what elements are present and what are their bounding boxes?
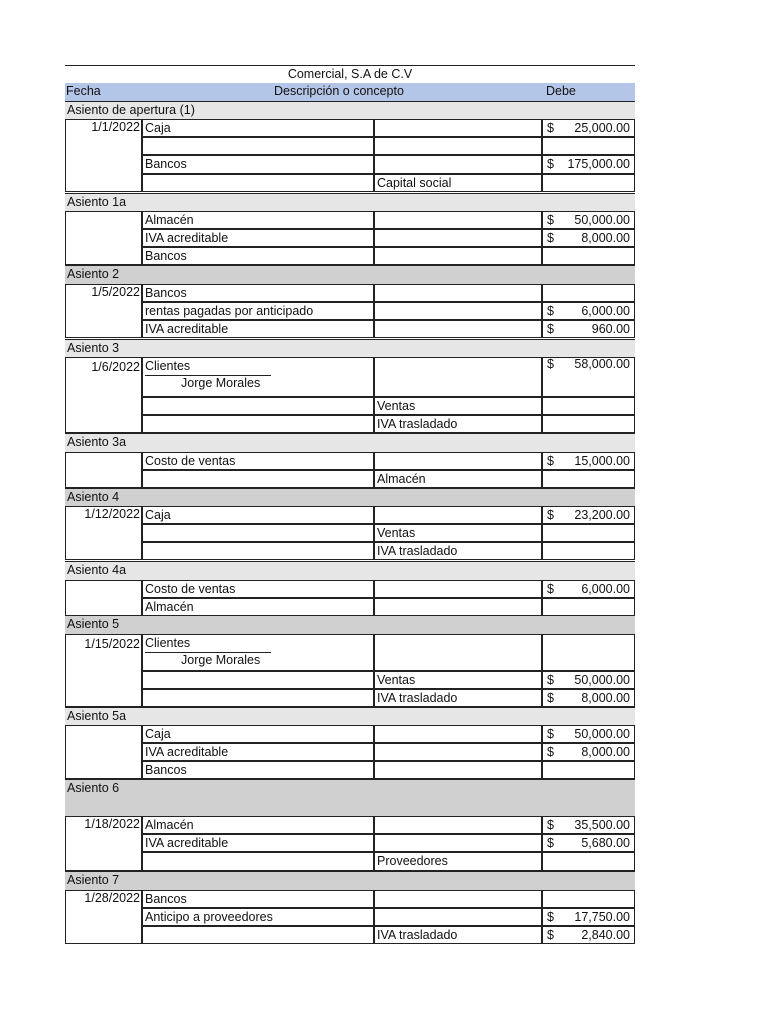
account-name: Costo de ventas (145, 454, 236, 468)
credit-account-cell[interactable] (374, 397, 542, 415)
credit-account-name: IVA trasladado (377, 417, 458, 431)
credit-account-name: Capital social (377, 176, 452, 190)
entry-title-text: Asiento 4 (67, 490, 120, 504)
amount-value: 2,840.00 (581, 928, 630, 942)
sub-account: Jorge Morales (181, 653, 261, 667)
account-name: Caja (145, 121, 171, 135)
account-cell[interactable] (142, 926, 374, 944)
debit-amount-cell[interactable] (542, 743, 635, 761)
account-name: Caja (145, 508, 171, 522)
credit-account-cell[interactable] (374, 524, 542, 542)
currency-symbol: $ (547, 304, 554, 318)
entry-title (65, 615, 635, 634)
credit-account-cell[interactable] (374, 174, 542, 192)
account-name: Anticipo a proveedores (145, 910, 273, 924)
credit-account-cell[interactable] (374, 320, 542, 338)
sub-account: Jorge Morales (181, 376, 261, 390)
entry-title-text: Asiento 3 (67, 341, 120, 355)
entry-title-text: Asiento 4a (67, 563, 127, 577)
account-cell[interactable] (142, 320, 374, 338)
debit-amount-cell[interactable] (542, 415, 635, 433)
account-name: Caja (145, 727, 171, 741)
account-cell[interactable] (142, 211, 374, 229)
date-column-block (65, 452, 142, 488)
amount-value: 6,000.00 (581, 304, 630, 318)
entry-date-text: 1/28/2022 (84, 891, 140, 905)
currency-symbol: $ (547, 231, 554, 245)
credit-account-cell[interactable] (374, 908, 542, 926)
account-name: IVA acreditable (145, 322, 229, 336)
credit-account-cell[interactable] (374, 598, 542, 616)
account-name: Bancos (145, 763, 187, 777)
debit-amount-cell[interactable] (542, 302, 635, 320)
account-cell[interactable] (142, 908, 374, 926)
entry-title-text: Asiento 5 (67, 617, 120, 631)
credit-account-cell[interactable] (374, 834, 542, 852)
debit-amount-cell[interactable] (542, 397, 635, 415)
entry-title (65, 779, 635, 816)
entry-title (65, 488, 635, 506)
entry-title (65, 339, 635, 357)
account-cell[interactable] (142, 470, 374, 488)
credit-account-cell[interactable] (374, 671, 542, 689)
debit-amount-cell[interactable] (542, 320, 635, 338)
debit-amount-cell[interactable] (542, 834, 635, 852)
credit-account-cell[interactable] (374, 634, 542, 671)
amount-value: 58,000.00 (574, 357, 630, 371)
credit-account-name: Ventas (377, 399, 416, 413)
entry-title (65, 101, 635, 119)
entry-date-text: 1/12/2022 (84, 507, 140, 521)
account-cell[interactable] (142, 357, 374, 397)
credit-account-cell[interactable] (374, 119, 542, 137)
debit-amount-cell[interactable] (542, 598, 635, 616)
entry-title-text: Asiento 3a (67, 435, 127, 449)
debit-amount-cell[interactable] (542, 634, 635, 671)
debit-amount-cell[interactable] (542, 452, 635, 470)
header-description: Descripción o concepto (274, 84, 404, 98)
entry-title (65, 193, 635, 211)
amount-value: 25,000.00 (574, 121, 630, 135)
credit-account-cell[interactable] (374, 137, 542, 155)
debit-amount-cell[interactable] (542, 890, 635, 908)
credit-account-cell[interactable] (374, 743, 542, 761)
currency-symbol: $ (547, 727, 554, 741)
currency-symbol: $ (547, 508, 554, 522)
credit-account-name: Proveedores (377, 854, 448, 868)
credit-account-cell[interactable] (374, 302, 542, 320)
credit-account-cell[interactable] (374, 852, 542, 871)
credit-account-cell[interactable] (374, 926, 542, 944)
credit-account-name: IVA trasladado (377, 928, 458, 942)
account-name: IVA acreditable (145, 745, 229, 759)
currency-symbol: $ (547, 121, 554, 135)
debit-amount-cell[interactable] (542, 542, 635, 560)
account-cell[interactable] (142, 761, 374, 779)
currency-symbol: $ (547, 213, 554, 227)
account-name: Bancos (145, 249, 187, 263)
amount-value: 8,000.00 (581, 691, 630, 705)
date-column-block (65, 211, 142, 265)
debit-amount-cell[interactable] (542, 155, 635, 174)
debit-amount-cell[interactable] (542, 524, 635, 542)
amount-value: 35,500.00 (574, 818, 630, 832)
currency-symbol: $ (547, 928, 554, 942)
entry-date-text: 1/6/2022 (91, 360, 140, 374)
entry-date-text: 1/15/2022 (84, 637, 140, 651)
account-cell[interactable] (142, 634, 374, 671)
currency-symbol: $ (547, 818, 554, 832)
currency-symbol: $ (547, 673, 554, 687)
credit-account-cell[interactable] (374, 211, 542, 229)
entry-title-text: Asiento 1a (67, 195, 127, 209)
entry-title-text: Asiento 7 (67, 873, 120, 887)
sub-account-underline (145, 652, 271, 653)
debit-amount-cell[interactable] (542, 211, 635, 229)
debit-amount-cell[interactable] (542, 357, 635, 397)
account-cell[interactable] (142, 506, 374, 524)
sub-account-underline (145, 375, 271, 376)
account-cell[interactable] (142, 284, 374, 302)
header-debit: Debe (546, 84, 576, 98)
account-cell[interactable] (142, 247, 374, 265)
credit-account-cell[interactable] (374, 452, 542, 470)
credit-account-cell[interactable] (374, 816, 542, 834)
credit-account-cell[interactable] (374, 890, 542, 908)
credit-account-cell[interactable] (374, 470, 542, 488)
debit-amount-cell[interactable] (542, 470, 635, 488)
amount-value: 15,000.00 (574, 454, 630, 468)
credit-account-cell[interactable] (374, 229, 542, 247)
header-row (65, 83, 635, 101)
account-cell[interactable] (142, 671, 374, 689)
account-name: Bancos (145, 286, 187, 300)
entry-title-text: Asiento 6 (67, 781, 120, 795)
amount-value: 5,680.00 (581, 836, 630, 850)
date-column-block (65, 725, 142, 779)
debit-amount-cell[interactable] (542, 119, 635, 137)
credit-account-cell[interactable] (374, 357, 542, 397)
account-cell[interactable] (142, 397, 374, 415)
account-cell[interactable] (142, 580, 374, 598)
amount-value: 175,000.00 (567, 157, 630, 171)
amount-value: 50,000.00 (574, 213, 630, 227)
account-name: rentas pagadas por anticipado (145, 304, 314, 318)
entry-date (65, 284, 142, 302)
debit-amount-cell[interactable] (542, 689, 635, 707)
entry-title-text: Asiento 2 (67, 267, 120, 281)
credit-account-cell[interactable] (374, 155, 542, 174)
currency-symbol: $ (547, 836, 554, 850)
debit-amount-cell[interactable] (542, 137, 635, 155)
currency-symbol: $ (547, 454, 554, 468)
credit-account-cell[interactable] (374, 247, 542, 265)
account-cell[interactable] (142, 155, 374, 174)
entry-title (65, 433, 635, 452)
debit-amount-cell[interactable] (542, 761, 635, 779)
credit-account-cell[interactable] (374, 689, 542, 707)
credit-account-name: IVA trasladado (377, 544, 458, 558)
amount-value: 8,000.00 (581, 745, 630, 759)
currency-symbol: $ (547, 691, 554, 705)
account-name: Clientes (145, 359, 191, 373)
currency-symbol: $ (547, 357, 554, 371)
header-date: Fecha (66, 84, 101, 98)
company-title: Comercial, S.A de C.V (65, 65, 635, 83)
debit-amount-cell[interactable] (542, 229, 635, 247)
entry-title (65, 561, 635, 580)
debit-amount-cell[interactable] (542, 852, 635, 871)
entry-date (65, 816, 142, 834)
entry-date-text: 1/1/2022 (91, 120, 140, 134)
account-cell[interactable] (142, 743, 374, 761)
account-name: Almacén (145, 818, 194, 832)
credit-account-name: Ventas (377, 673, 416, 687)
entry-title (65, 871, 635, 890)
entry-title (65, 265, 635, 284)
account-name: Costo de ventas (145, 582, 236, 596)
entry-title (65, 707, 635, 725)
account-cell[interactable] (142, 598, 374, 616)
credit-account-name: Almacén (377, 472, 426, 486)
entry-date (65, 506, 142, 524)
entry-date (65, 119, 142, 137)
account-cell[interactable] (142, 415, 374, 433)
debit-amount-cell[interactable] (542, 725, 635, 743)
debit-amount-cell[interactable] (542, 926, 635, 944)
credit-account-name: Ventas (377, 526, 416, 540)
account-cell[interactable] (142, 542, 374, 560)
account-name: Bancos (145, 892, 187, 906)
credit-account-cell[interactable] (374, 284, 542, 302)
entry-date (65, 890, 142, 908)
credit-account-cell[interactable] (374, 542, 542, 560)
credit-account-cell[interactable] (374, 506, 542, 524)
account-cell[interactable] (142, 689, 374, 707)
account-cell[interactable] (142, 852, 374, 871)
credit-account-cell[interactable] (374, 761, 542, 779)
debit-amount-cell[interactable] (542, 506, 635, 524)
currency-symbol: $ (547, 157, 554, 171)
debit-amount-cell[interactable] (542, 174, 635, 192)
account-name: IVA acreditable (145, 231, 229, 245)
account-name: Almacén (145, 213, 194, 227)
credit-account-cell[interactable] (374, 415, 542, 433)
amount-value: 50,000.00 (574, 673, 630, 687)
amount-value: 23,200.00 (574, 508, 630, 522)
account-cell[interactable] (142, 229, 374, 247)
amount-value: 6,000.00 (581, 582, 630, 596)
amount-value: 50,000.00 (574, 727, 630, 741)
account-cell[interactable] (142, 834, 374, 852)
currency-symbol: $ (547, 582, 554, 596)
credit-account-cell[interactable] (374, 725, 542, 743)
account-cell[interactable] (142, 302, 374, 320)
debit-amount-cell[interactable] (542, 284, 635, 302)
account-cell[interactable] (142, 174, 374, 192)
account-cell[interactable] (142, 816, 374, 834)
currency-symbol: $ (547, 322, 554, 336)
entry-date (65, 359, 142, 377)
entry-date-text: 1/18/2022 (84, 817, 140, 831)
credit-account-cell[interactable] (374, 580, 542, 598)
entry-date (65, 636, 142, 654)
account-cell[interactable] (142, 452, 374, 470)
account-name: Clientes (145, 636, 191, 650)
account-cell[interactable] (142, 119, 374, 137)
debit-amount-cell[interactable] (542, 908, 635, 926)
account-name: Bancos (145, 157, 187, 171)
debit-amount-cell[interactable] (542, 816, 635, 834)
entry-title-text: Asiento 5a (67, 709, 127, 723)
account-cell[interactable] (142, 890, 374, 908)
currency-symbol: $ (547, 745, 554, 759)
account-cell[interactable] (142, 137, 374, 155)
entry-date-text: 1/5/2022 (91, 285, 140, 299)
amount-value: 960.00 (591, 322, 630, 336)
account-name: Almacén (145, 600, 194, 614)
entry-title-text: Asiento de apertura (1) (67, 103, 195, 117)
debit-amount-cell[interactable] (542, 580, 635, 598)
account-cell[interactable] (142, 725, 374, 743)
debit-amount-cell[interactable] (542, 671, 635, 689)
account-name: IVA acreditable (145, 836, 229, 850)
amount-value: 8,000.00 (581, 231, 630, 245)
amount-value: 17,750.00 (574, 910, 630, 924)
debit-amount-cell[interactable] (542, 247, 635, 265)
currency-symbol: $ (547, 910, 554, 924)
credit-account-name: IVA trasladado (377, 691, 458, 705)
date-column-block (65, 580, 142, 616)
account-cell[interactable] (142, 524, 374, 542)
